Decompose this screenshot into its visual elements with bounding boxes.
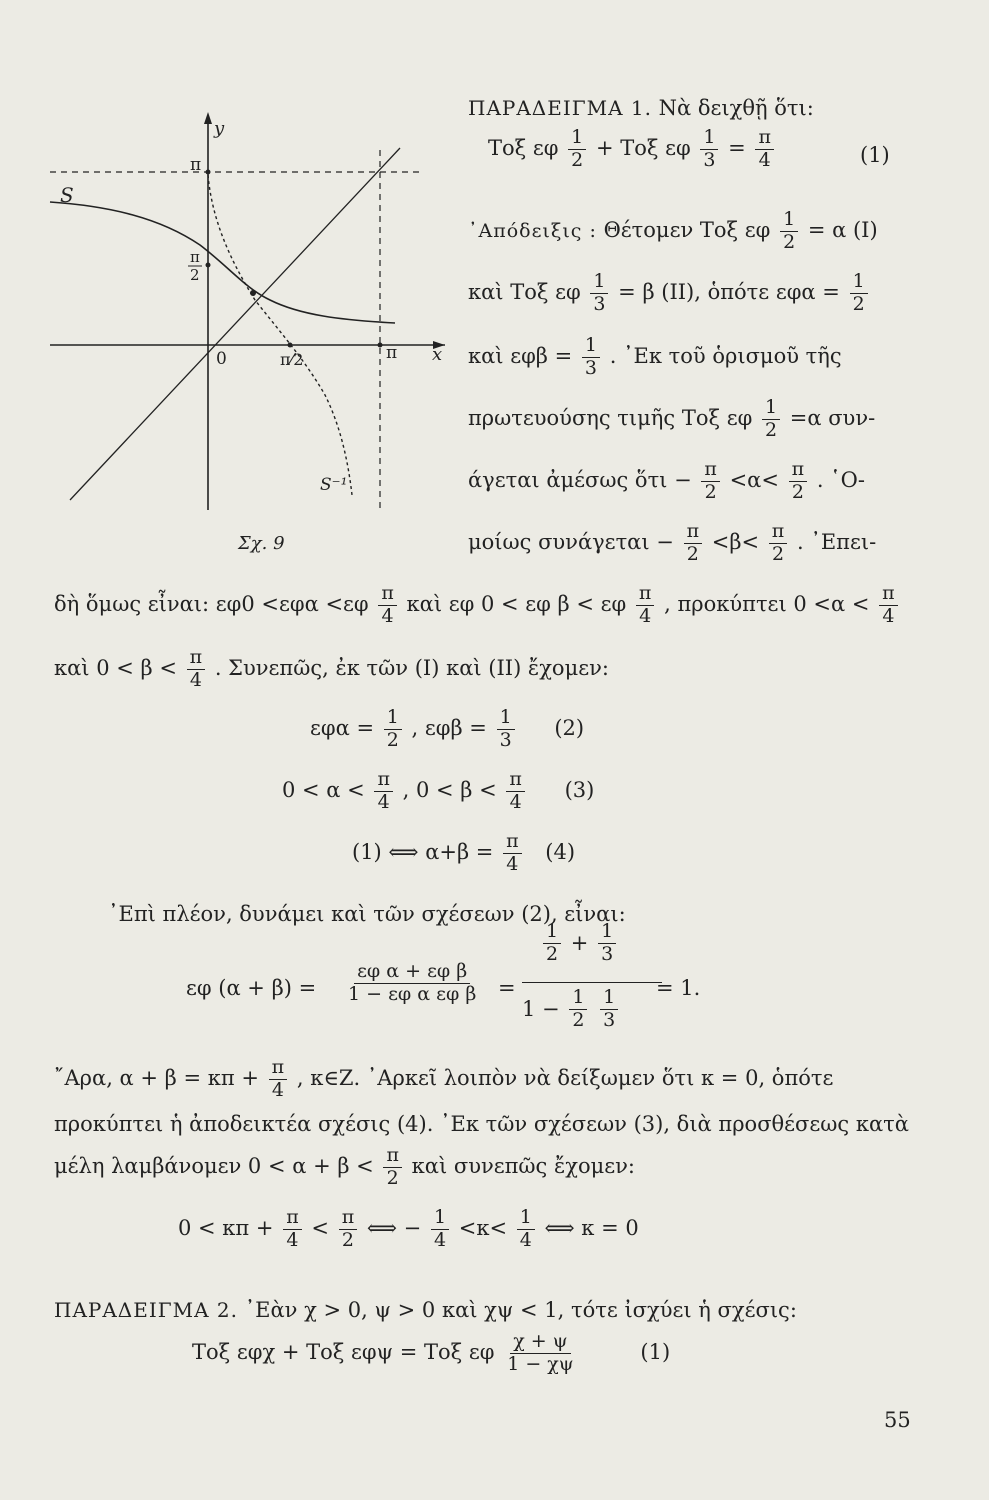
equation-5: εφ (α + β) = $\frac{\text{εφ α + εφ β}}{\text{1 − εφ α εφ β}}$ = $\frac{1}{2}$ + $\frac{1}{3}$ 1 − $\frac{1}{2}$ $\frac{1}{3}$ = 1. <box>186 920 701 1031</box>
curve-S <box>50 202 395 323</box>
example1-intro: Νὰ δειχθῇ ὅτι: <box>658 96 814 120</box>
proof-line-5: άγεται ἀμέσως ὅτι − $\frac{\pi}{2}$ <α< $\frac{\pi}{2}$ . ῾Ο- <box>468 458 865 503</box>
label-y: y <box>214 118 225 139</box>
label-pi-y: π <box>190 155 202 175</box>
label-S: S <box>60 183 74 207</box>
point-pi-y <box>206 170 211 175</box>
proof-line-3: καὶ εφβ = $\frac{1}{3}$ . ᾿Εκ τοῦ ὁρισμοῦ τῆς <box>468 334 842 379</box>
label-pi-half-x: π⁄2 <box>280 350 304 369</box>
label-pi2-num: π <box>190 248 200 266</box>
figure-graph <box>40 110 460 530</box>
proof-line-10: ῎Αρα, α + β = κπ + $\frac{\pi}{4}$ , κ∈Ζ. ᾿Αρκεῖ λοιπὸν νὰ δείξωμεν ὅτι κ = 0, ὁπότε <box>54 1056 834 1101</box>
proof-line-7: δὴ ὅμως εἶναι: εφ0 <εφα <εφ $\frac{\pi}{4}$ καὶ εφ 0 < εφ β < εφ $\frac{\pi}{4}$ , προκύπτει 0 <α < $\frac{\pi}{4}$ <box>54 584 901 627</box>
point-intersection <box>250 290 256 296</box>
figure-caption: Σχ. 9 <box>238 533 285 554</box>
proof-line-6: μοίως συνάγεται − $\frac{\pi}{2}$ <β< $\frac{\pi}{2}$ . ᾿Επει- <box>468 520 877 565</box>
proof-line-11: προκύπτει ἡ ἀποδεικτέα σχέσις (4). ᾿Εκ τῶν σχέσεων (3), διὰ προσθέσεως κατὰ <box>54 1112 909 1136</box>
equation-6: 0 < κπ + $\frac{\pi}{4}$ < $\frac{\pi}{2}$ ⟺ − $\frac{1}{4}$ <κ< $\frac{1}{4}$ ⟺ κ = 0 <box>178 1206 639 1251</box>
label-x: x <box>432 344 443 365</box>
label-S-inverse: S⁻¹ <box>320 475 348 495</box>
proof-line-4: πρωτευούσης τιμῆς Τοξ εφ $\frac{1}{2}$ =α συν- <box>468 396 876 441</box>
example1-title: ΠΑΡΑΔΕΙΓΜΑ 1. <box>468 96 652 120</box>
example1-header <box>468 98 814 119</box>
proof-line-1: ᾿Απόδειξις : Θέτομεν Τοξ εφ $\frac{1}{2}$ = α (I) <box>468 208 878 253</box>
proof-line-2: καὶ Τοξ εφ $\frac{1}{3}$ = β (II), ὁπότε εφα = $\frac{1}{2}$ <box>468 272 871 315</box>
point-pi-x <box>378 343 383 348</box>
example2-equation: Τοξ εφχ + Τοξ εφψ = Τοξ εφ $\frac{\chi + \psi}{1 - \chi\psi}$ (1) <box>192 1330 671 1375</box>
equation-4: (1) ⟺ α+β = $\frac{\pi}{4}$ (4) <box>352 830 576 875</box>
equation-1: Τοξ εφ $\frac{1}{2}$ + Τοξ εφ $\frac{1}{3}$ = $\frac{\pi}{4}$ <box>488 128 777 171</box>
example2-text: ᾿Εὰν χ > 0, ψ > 0 καὶ χψ < 1, τότε ἰσχύει ἡ σχέσις: <box>244 1298 797 1322</box>
proof-line-9: ᾿Επὶ πλέον, δυνάμει καὶ τῶν σχέσεων (2), εἶναι: <box>108 902 626 926</box>
label-pi2-den: 2 <box>190 266 200 284</box>
equation-2: εφα = $\frac{1}{2}$ , εφβ = $\frac{1}{3}$ (2) <box>310 706 585 751</box>
point-pi-half-y <box>206 263 211 268</box>
proof-line-12: μέλη λαμβάνομεν 0 < α + β < $\frac{\pi}{2}$ καὶ συνεπῶς ἔχομεν: <box>54 1144 635 1189</box>
identity-line <box>70 148 400 500</box>
label-pi-x: π <box>386 343 398 363</box>
proof-line-8: καὶ 0 < β < $\frac{\pi}{4}$ . Συνεπῶς, ἐκ τῶν (I) καὶ (II) ἔχομεν: <box>54 646 609 691</box>
page-number: 55 <box>884 1408 911 1432</box>
example2-title: ΠΑΡΑΔΕΙΓΜΑ 2. <box>54 1298 238 1322</box>
equation-3: 0 < α < $\frac{\pi}{4}$ , 0 < β < $\frac{\pi}{4}$ (3) <box>282 768 595 813</box>
label-origin: 0 <box>216 349 227 369</box>
y-axis-arrow <box>204 112 212 124</box>
point-pi-half-x <box>288 343 293 348</box>
equation-1-tag: (1) <box>860 143 890 167</box>
example2-header <box>54 1300 797 1321</box>
